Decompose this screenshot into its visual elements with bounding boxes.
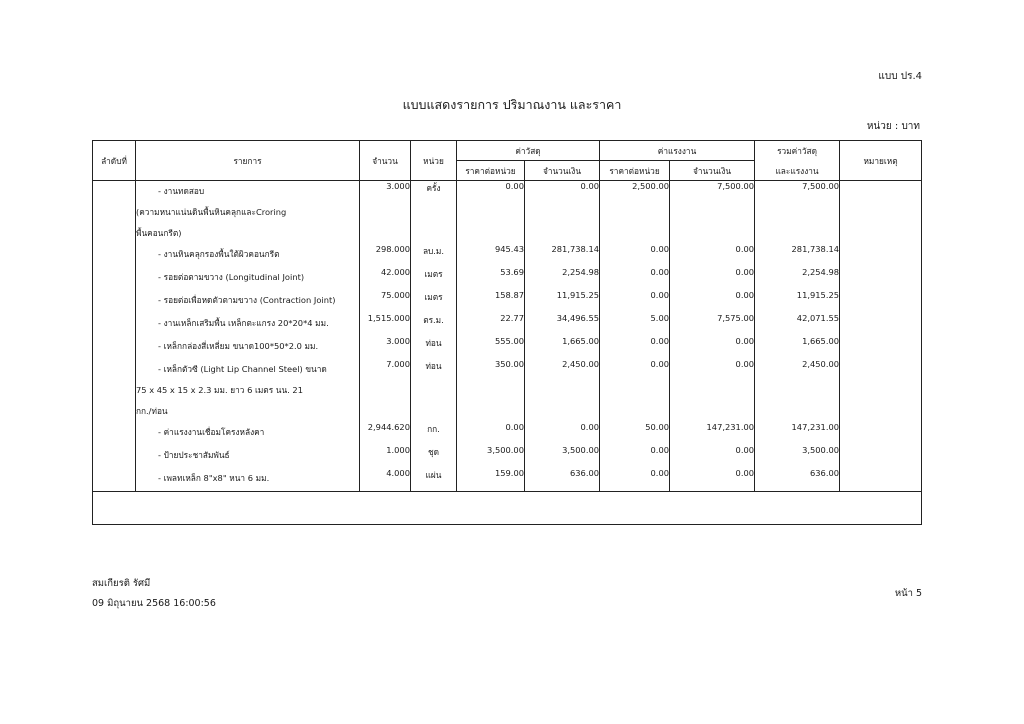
row-total: 42,071.55 xyxy=(755,313,840,336)
row-total: 11,915.25 xyxy=(755,290,840,313)
row-material-amount: 0.00 xyxy=(525,181,600,245)
row-total: 1,665.00 xyxy=(755,336,840,359)
form-code: แบบ ปร.4 xyxy=(878,71,922,82)
row-unit: ลบ.ม. xyxy=(411,244,457,267)
header-material: ค่าวัสดุ xyxy=(457,141,600,161)
row-material-unit-price: 53.69 xyxy=(457,267,525,290)
row-description-line: - งานทดสอบ xyxy=(158,186,205,196)
table-row xyxy=(93,468,922,492)
row-labor-amount: 147,231.00 xyxy=(670,422,755,445)
row-description xyxy=(136,290,360,313)
row-description-continuation: พื้นคอนกรีต) xyxy=(136,228,182,238)
row-labor-unit-price: 0.00 xyxy=(600,267,670,290)
row-labor-unit-price: 0.00 xyxy=(600,468,670,492)
row-total: 3,500.00 xyxy=(755,445,840,468)
row-labor-unit-price: 2,500.00 xyxy=(600,181,670,245)
row-seq-cell xyxy=(93,336,136,359)
row-description xyxy=(136,336,360,359)
row-material-amount: 1,665.00 xyxy=(525,336,600,359)
row-material-amount: 2,254.98 xyxy=(525,267,600,290)
row-qty: 42.000 xyxy=(360,267,411,290)
row-labor-amount: 0.00 xyxy=(670,468,755,492)
row-description xyxy=(136,181,360,245)
row-labor-amount: 0.00 xyxy=(670,290,755,313)
row-material-amount: 34,496.55 xyxy=(525,313,600,336)
row-qty: 3.000 xyxy=(360,181,411,245)
row-note-cell xyxy=(840,336,922,359)
header-total-line1: รวมค่าวัสดุ xyxy=(777,145,817,156)
row-labor-unit-price: 0.00 xyxy=(600,244,670,267)
row-total: 281,738.14 xyxy=(755,244,840,267)
row-labor-amount: 0.00 xyxy=(670,336,755,359)
row-labor-amount: 0.00 xyxy=(670,445,755,468)
row-qty: 2,944.620 xyxy=(360,422,411,445)
row-labor-unit-price: 0.00 xyxy=(600,445,670,468)
header-material-unit-price: ราคาต่อหน่วย xyxy=(457,161,525,181)
row-description-line: - เพลทเหล็ก 8"x8" หนา 6 มม. xyxy=(158,473,270,483)
row-total: 2,254.98 xyxy=(755,267,840,290)
row-labor-unit-price: 5.00 xyxy=(600,313,670,336)
row-qty: 7.000 xyxy=(360,359,411,422)
boq-table xyxy=(92,140,922,525)
row-unit: ครั้ง xyxy=(411,181,457,245)
row-description-line: - เหล็กตัวซี (Light Lip Channel Steel) ขนาด xyxy=(158,364,327,374)
row-description-line: - รอยต่อตามขวาง (Longitudinal Joint) xyxy=(158,272,305,282)
row-description-line: - ป้ายประชาสัมพันธ์ xyxy=(158,450,230,460)
row-unit: แผ่น xyxy=(411,468,457,492)
document-title: แบบแสดงรายการ ปริมาณงาน และราคา xyxy=(402,97,622,112)
row-note-cell xyxy=(840,244,922,267)
header-labor: ค่าแรงงาน xyxy=(600,141,755,161)
table-footer-blank-row xyxy=(93,492,922,525)
row-seq-cell xyxy=(93,422,136,445)
header-labor-unit-price: ราคาต่อหน่วย xyxy=(600,161,670,181)
row-material-amount: 2,450.00 xyxy=(525,359,600,422)
row-unit: เมตร xyxy=(411,290,457,313)
row-material-unit-price: 158.87 xyxy=(457,290,525,313)
row-seq-cell xyxy=(93,468,136,492)
row-description-continuation: (ความหนาแน่นดินพื้นหินคลุกและCroring xyxy=(136,207,287,217)
page-number: หน้า 5 xyxy=(894,588,922,599)
row-unit: ตร.ม. xyxy=(411,313,457,336)
row-material-unit-price: 945.43 xyxy=(457,244,525,267)
row-description-continuation: กก./ท่อน xyxy=(136,406,168,416)
header-note: หมายเหตุ xyxy=(840,141,922,181)
row-qty: 298.000 xyxy=(360,244,411,267)
header-qty: จำนวน xyxy=(360,141,411,181)
table-row xyxy=(93,336,922,359)
row-description-line: - เหล็กกล่องสี่เหลี่ยม ขนาด100*50*2.0 มม. xyxy=(158,341,319,351)
row-description-line: - ค่าแรงงานเชื่อมโครงหลังคา xyxy=(158,427,265,437)
row-labor-amount: 7,575.00 xyxy=(670,313,755,336)
table-row xyxy=(93,313,922,336)
row-labor-unit-price: 50.00 xyxy=(600,422,670,445)
row-description xyxy=(136,267,360,290)
row-labor-amount: 0.00 xyxy=(670,359,755,422)
row-material-unit-price: 159.00 xyxy=(457,468,525,492)
currency-unit-label: หน่วย : บาท xyxy=(866,121,920,132)
row-seq-cell xyxy=(93,445,136,468)
header-material-amount: จำนวนเงิน xyxy=(525,161,600,181)
row-note-cell xyxy=(840,267,922,290)
row-material-amount: 636.00 xyxy=(525,468,600,492)
preparer-name: สมเกียรติ รัศมี xyxy=(92,578,151,589)
row-description xyxy=(136,468,360,492)
row-description xyxy=(136,359,360,422)
print-datetime: 09 มิถุนายน 2568 16:00:56 xyxy=(92,598,216,609)
row-total: 7,500.00 xyxy=(755,181,840,245)
table-row xyxy=(93,290,922,313)
row-labor-unit-price: 0.00 xyxy=(600,290,670,313)
row-description-line: - งานหินคลุกรองพื้นใต้ผิวคอนกรีต xyxy=(158,249,280,259)
row-qty: 75.000 xyxy=(360,290,411,313)
row-material-unit-price: 555.00 xyxy=(457,336,525,359)
row-qty: 4.000 xyxy=(360,468,411,492)
row-description xyxy=(136,244,360,267)
row-unit: ท่อน xyxy=(411,336,457,359)
header-seq: ลำดับที่ xyxy=(93,141,136,181)
table-row xyxy=(93,422,922,445)
row-material-unit-price: 22.77 xyxy=(457,313,525,336)
row-labor-amount: 7,500.00 xyxy=(670,181,755,245)
row-description-line: - งานเหล็กเสริมพื้น เหล็กตะแกรง 20*20*4 มม. xyxy=(158,318,329,328)
row-material-amount: 3,500.00 xyxy=(525,445,600,468)
row-seq-cell xyxy=(93,313,136,336)
row-material-amount: 281,738.14 xyxy=(525,244,600,267)
row-seq-cell xyxy=(93,359,136,422)
row-seq-cell xyxy=(93,267,136,290)
row-note-cell xyxy=(840,313,922,336)
row-unit: ชุด xyxy=(411,445,457,468)
row-note-cell xyxy=(840,468,922,492)
row-unit: ท่อน xyxy=(411,359,457,422)
row-material-unit-price: 0.00 xyxy=(457,181,525,245)
row-description-line: - รอยต่อเพื่อหดตัวตามขวาง (Contraction Joint) xyxy=(158,295,336,305)
header-total xyxy=(755,141,840,181)
header-unit: หน่วย xyxy=(411,141,457,181)
row-total: 2,450.00 xyxy=(755,359,840,422)
table-row xyxy=(93,267,922,290)
header-total-line2: และแรงงาน xyxy=(775,165,819,176)
row-unit: เมตร xyxy=(411,267,457,290)
header-item: รายการ xyxy=(136,141,360,181)
row-note-cell xyxy=(840,359,922,422)
row-description-continuation: 75 x 45 x 15 x 2.3 มม. ยาว 6 เมตร นน. 21 xyxy=(136,385,303,395)
table-row xyxy=(93,445,922,468)
row-material-unit-price: 350.00 xyxy=(457,359,525,422)
row-note-cell xyxy=(840,445,922,468)
row-note-cell xyxy=(840,181,922,245)
row-description xyxy=(136,445,360,468)
header-labor-amount: จำนวนเงิน xyxy=(670,161,755,181)
row-description xyxy=(136,313,360,336)
row-total: 147,231.00 xyxy=(755,422,840,445)
table-row xyxy=(93,244,922,267)
row-labor-unit-price: 0.00 xyxy=(600,336,670,359)
row-labor-unit-price: 0.00 xyxy=(600,359,670,422)
row-qty: 3.000 xyxy=(360,336,411,359)
row-material-unit-price: 0.00 xyxy=(457,422,525,445)
row-labor-amount: 0.00 xyxy=(670,244,755,267)
row-seq-cell xyxy=(93,181,136,245)
row-qty: 1,515.000 xyxy=(360,313,411,336)
table-row xyxy=(93,181,922,245)
row-seq-cell xyxy=(93,290,136,313)
row-description xyxy=(136,422,360,445)
row-unit: กก. xyxy=(411,422,457,445)
row-material-amount: 11,915.25 xyxy=(525,290,600,313)
row-material-unit-price: 3,500.00 xyxy=(457,445,525,468)
table-row xyxy=(93,359,922,422)
row-note-cell xyxy=(840,290,922,313)
row-labor-amount: 0.00 xyxy=(670,267,755,290)
row-seq-cell xyxy=(93,244,136,267)
row-total: 636.00 xyxy=(755,468,840,492)
row-qty: 1.000 xyxy=(360,445,411,468)
row-material-amount: 0.00 xyxy=(525,422,600,445)
row-note-cell xyxy=(840,422,922,445)
